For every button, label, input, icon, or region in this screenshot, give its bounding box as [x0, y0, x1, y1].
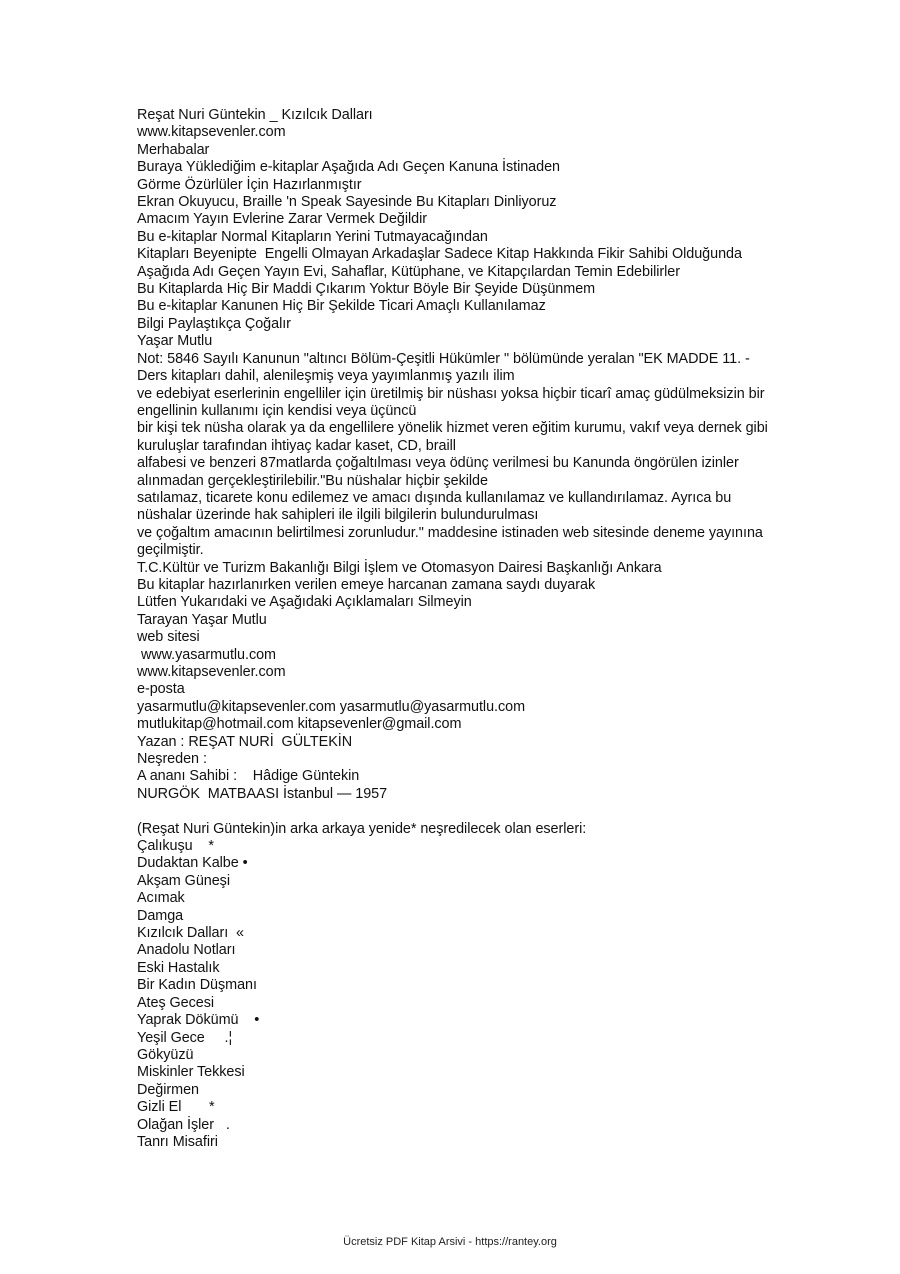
text-line: Değirmen [137, 1081, 199, 1098]
text-line: Not: 5846 Sayılı Kanunun "altıncı Bölüm-Çeşitli Hükümler " bölümünde yeralan "EK MADDE 11. - [137, 350, 750, 367]
text-line: engellinin kullanımı için kendisi veya üçüncü [137, 402, 417, 419]
text-line: Buraya Yüklediğim e-kitaplar Aşağıda Adı Geçen Kanuna İstinaden [137, 159, 560, 176]
text-line: NURGÖK MATBAASI İstanbul — 1957 [137, 785, 388, 802]
text-line: Miskinler Tekkesi [137, 1064, 245, 1081]
text-line: Eski Hastalık [137, 959, 220, 976]
text-line: Yeşil Gece .¦ [137, 1029, 233, 1046]
text-line: Yaşar Mutlu [137, 333, 213, 350]
text-line: A ananı Sahibi : Hâdige Güntekin [137, 768, 360, 785]
text-line: Ekran Okuyucu, Braille 'n Speak Sayesinde Bu Kitapları Dinliyoruz [137, 194, 557, 211]
text-line: Bu kitaplar hazırlanırken verilen emeye harcanan zamana saydı duyarak [137, 576, 596, 593]
text-line: Acımak [137, 890, 185, 907]
text-line: web sitesi [137, 629, 200, 646]
blank-line [137, 803, 817, 820]
text-line: mutlukitap@hotmail.com kitapsevenler@gmail.com [137, 716, 462, 733]
page-footer: Ücretsiz PDF Kitap Arsivi - https://rantey.org [343, 1236, 557, 1248]
text-line: ve edebiyat eserlerinin engelliler için üretilmiş bir nüshası yoksa hiçbir ticarî amaç güdülmeksizin bir [137, 385, 765, 402]
document-body [137, 107, 817, 1151]
text-line: ve çoğaltım amacının belirtilmesi zorunludur." maddesine istinaden web sitesinde deneme yayınına [137, 524, 763, 541]
text-line: Ders kitapları dahil, alenileşmiş veya yayımlanmış yazılı ilim [137, 368, 515, 385]
text-line: (Reşat Nuri Güntekin)in arka arkaya yenide* neşredilecek olan eserleri: [137, 820, 587, 837]
text-line: Kitapları Beyenipte Engelli Olmayan Arkadaşlar Sadece Kitap Hakkında Fikir Sahibi Olduğunda [137, 246, 742, 263]
text-line: alfabesi ve benzeri 87matlarda çoğaltılması veya ödünç verilmesi bu Kanunda öngörülen izinler [137, 455, 739, 472]
text-line: Neşreden : [137, 751, 207, 768]
text-line: Bu Kitaplarda Hiç Bir Maddi Çıkarım Yoktur Böyle Bir Şeyide Düşünmem [137, 281, 596, 298]
text-line: www.kitapsevenler.com [137, 664, 286, 680]
text-line: yasarmutlu@kitapsevenler.com yasarmutlu@yasarmutlu.com [137, 698, 526, 715]
text-line: Amacım Yayın Evlerine Zarar Vermek Değildir [137, 211, 428, 228]
text-line: Tanrı Misafiri [137, 1133, 218, 1150]
text-line: T.C.Kültür ve Turizm Bakanlığı Bilgi İşlem ve Otomasyon Dairesi Başkanlığı Ankara [137, 559, 662, 576]
text-line: Bu e-kitaplar Kanunen Hiç Bir Şekilde Ticari Amaçlı Kullanılamaz [137, 298, 546, 315]
text-line: www.kitapsevenler.com [137, 124, 286, 141]
text-line: Tarayan Yaşar Mutlu [137, 611, 267, 628]
text-line: e-posta [137, 681, 185, 698]
text-line: www.yasarmutlu.com [137, 646, 276, 663]
text-line: geçilmiştir. [137, 542, 204, 559]
text-line: Gökyüzü [137, 1046, 194, 1063]
text-line: Bu e-kitaplar Normal Kitapların Yerini Tutmayacağından [137, 228, 488, 245]
text-line: Çalıkuşu * [137, 838, 214, 855]
text-line: Akşam Güneşi [137, 872, 230, 889]
text-line: Gizli El * [137, 1099, 215, 1116]
text-line: satılamaz, ticarete konu edilemez ve amacı dışında kullanılamaz ve kullandırılamaz. Ayrıca bu [137, 489, 732, 506]
text-line: Merhabalar [137, 141, 210, 158]
text-line: Damga [137, 907, 184, 924]
text-line: bir kişi tek nüsha olarak ya da engellilere yönelik hizmet veren eğitim kurumu, vakıf veya dernek gibi [137, 420, 768, 437]
text-line: Reşat Nuri Güntekin _ Kızılcık Dalları [137, 107, 373, 123]
text-line: Dudaktan Kalbe • [137, 855, 248, 872]
text-line: Bilgi Paylaştıkça Çoğalır [137, 315, 291, 332]
text-line: Anadolu Notları [137, 942, 236, 959]
text-line: Aşağıda Adı Geçen Yayın Evi, Sahaflar, Kütüphane, ve Kitapçılardan Temin Edebilirler [137, 263, 680, 280]
text-line: nüshalar üzerinde hak sahipleri ile ilgili bilgilerin bulundurulması [137, 507, 539, 524]
text-line: Görme Özürlüler İçin Hazırlanmıştır [137, 176, 362, 193]
text-line: Kızılcık Dalları « [137, 925, 245, 942]
text-line: Bir Kadın Düşmanı [137, 977, 257, 994]
text-line: Yazan : REŞAT NURİ GÜLTEKİN [137, 733, 353, 750]
text-line: Yaprak Dökümü • [137, 1012, 260, 1029]
text-line: kuruluşlar tarafından ihtiyaç kadar kaset, CD, braill [137, 437, 456, 454]
text-line: Lütfen Yukarıdaki ve Aşağıdaki Açıklamaları Silmeyin [137, 594, 472, 611]
text-line: Olağan İşler . [137, 1116, 230, 1133]
text-line: Ateş Gecesi [137, 994, 215, 1011]
text-line: alınmadan gerçekleştirilebilir."Bu nüshalar hiçbir şekilde [137, 472, 488, 489]
